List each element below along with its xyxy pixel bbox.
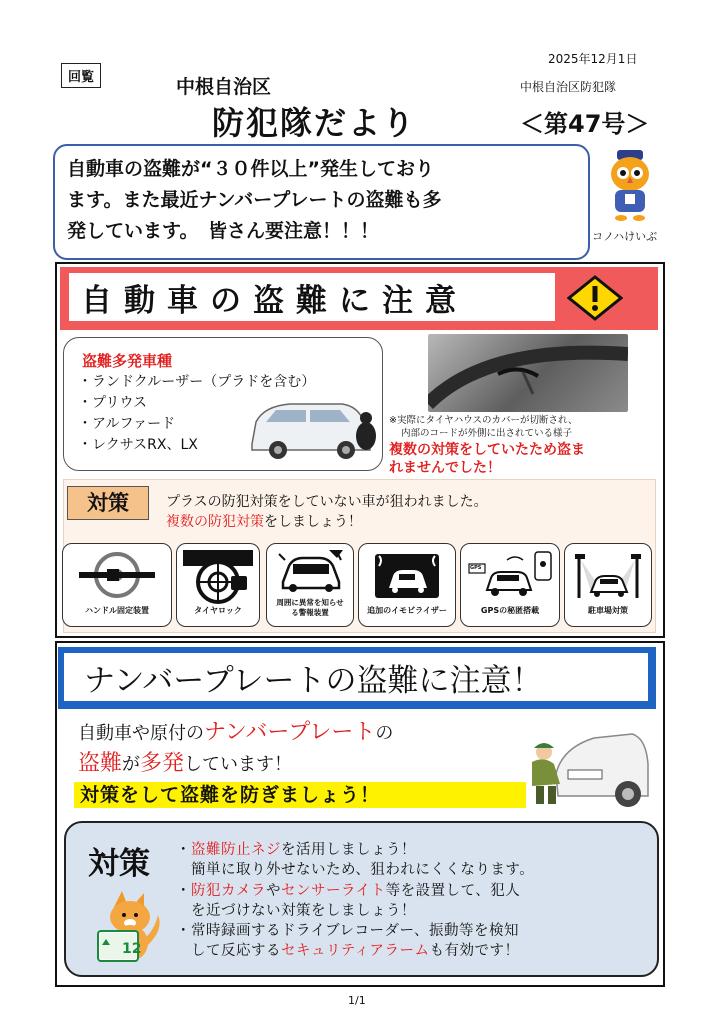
plate-text: 自動車や原付の: [78, 723, 204, 744]
owl-mascot-icon: [599, 148, 659, 224]
device-card-gps: [460, 543, 560, 627]
circulate-label: 回覧: [61, 63, 101, 88]
device-card-immobilizer: [358, 543, 456, 627]
lead-line: 自動車の盗難が“３０件以上”発生しており: [67, 158, 434, 180]
alarm-icon: [275, 548, 345, 596]
fox-mascot-icon: [74, 885, 164, 967]
car-measures-label: 対策: [67, 486, 149, 520]
measure-text: を活用しましょう！: [281, 842, 416, 858]
plate-measures-label: 対策: [88, 846, 150, 882]
photo-note: ※実際にタイヤハウスのカバーが切断され、: [389, 415, 578, 426]
device-label: 追加のイモビライザー: [367, 606, 447, 615]
models-box: [63, 337, 383, 471]
model-item: ・レクサスRX、LX: [78, 437, 198, 453]
tire-house-photo: [428, 334, 628, 412]
plate-call-to-action: 対策をして盗難を防ぎましょう！: [74, 782, 526, 808]
gps-icon: [467, 550, 553, 602]
lead-line: 発しています。 皆さん要注意！！！: [67, 220, 379, 242]
plate-text-emphasis: 盗難: [78, 751, 123, 776]
car-theft-title: 自動車の盗難に注意: [81, 282, 468, 319]
model-item: ・アルファード: [78, 416, 176, 432]
gps-tag: GPS: [470, 565, 482, 571]
device-card-alarm: [266, 543, 354, 627]
device-label: ハンドル固定装置: [85, 606, 149, 615]
page-number: 1/1: [348, 994, 366, 1007]
plate-text: しています！: [184, 754, 293, 775]
org-name: 中根自治区: [176, 76, 272, 98]
car-measures-text: をしましょう！: [264, 514, 362, 530]
steering-lock-icon: [77, 550, 157, 604]
measure-emphasis: セキュリティアラーム: [281, 943, 430, 960]
measure-text: を近づけない対策をしましょう！: [191, 902, 416, 919]
photo-note-emphasis: れませんでした！: [389, 460, 501, 476]
mascot-name: コノハけいぶ: [592, 230, 658, 243]
model-item: ・プリウス: [78, 395, 148, 411]
warning-icon: [567, 275, 623, 321]
parking-light-icon: [573, 548, 643, 604]
measure-text: 簡単に取り外せないため、狙われにくくなります。: [191, 862, 535, 879]
photo-note: 内部のコードが外側に出されている様子: [401, 428, 573, 439]
car-theft-banner: [60, 267, 658, 330]
lead-box: [53, 144, 590, 260]
photo-note-emphasis: 複数の対策をしていたため盗ま: [389, 442, 585, 458]
car-measures-text: プラスの防犯対策をしていない車が狙われました。: [166, 494, 488, 510]
measure-text: 常時録画するドライブレコーダー、振動等を検知: [191, 923, 519, 940]
device-label: 周囲に異常を知らせる警報装置: [276, 598, 344, 617]
tire-lock-icon: [183, 550, 253, 608]
measure-text: して反応する: [191, 943, 281, 960]
person-at-car-illustration-icon: [522, 724, 650, 810]
measure-emphasis: 防犯カメラ: [191, 882, 266, 899]
measure-emphasis: 盗難防止ネジ: [191, 842, 281, 858]
plate-theft-title: ナンバープレートの盗難に注意！: [84, 662, 543, 699]
plate-text-emphasis: ナンバープレート: [204, 720, 376, 745]
minivan-illustration-icon: [246, 392, 378, 468]
immobilizer-icon: [373, 552, 441, 604]
plate-text-emphasis: 多発: [140, 751, 185, 776]
plate-text: の: [375, 723, 394, 744]
newsletter-title: 防犯隊だより: [212, 104, 417, 142]
device-label: タイヤロック: [194, 606, 242, 615]
measure-text: も有効です！: [429, 943, 520, 960]
plate-theft-banner: [58, 647, 656, 709]
lead-line: ます。また最近ナンバープレートの盗難も多: [67, 189, 442, 211]
measure-emphasis: センサーライト: [281, 882, 386, 899]
device-label: GPSの秘匿搭載: [480, 606, 540, 615]
measure-text: 等を設置して、犯人: [385, 882, 521, 899]
model-item: ・ランドクルーザー（プラドを含む）: [78, 374, 316, 390]
device-label: 駐車場対策: [588, 606, 628, 615]
measure-text: や: [266, 882, 281, 899]
issue-number: ＜第47号＞: [520, 110, 650, 138]
plate-text: が: [122, 754, 141, 775]
plate-number: 12: [122, 941, 142, 957]
device-card-parking: [564, 543, 652, 627]
issuer: 中根自治区防犯隊: [520, 80, 617, 94]
issue-date: 2025年12月1日: [548, 52, 638, 66]
car-measures-emphasis: 複数の防犯対策: [166, 514, 264, 530]
device-card-steering-lock: [62, 543, 172, 627]
device-card-tire-lock: [176, 543, 260, 627]
models-heading: 盗難多発車種: [82, 352, 173, 370]
